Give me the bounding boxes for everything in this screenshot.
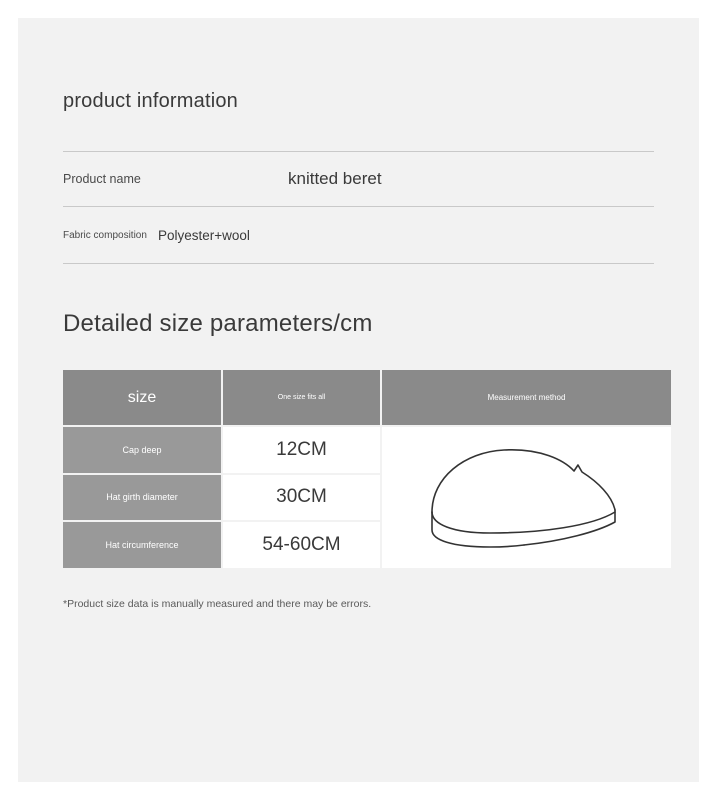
header-one-size: One size fits all	[222, 370, 381, 426]
row-value-cap-deep: 12CM	[222, 426, 381, 474]
fabric-composition-value: Polyester+wool	[158, 227, 250, 243]
header-measurement-method: Measurement method	[381, 370, 671, 426]
page-title: product information	[63, 90, 239, 112]
size-section-title: Detailed size parameters/cm	[63, 310, 373, 337]
table-row	[63, 207, 654, 264]
table-row	[63, 152, 654, 207]
table-row	[63, 426, 671, 474]
measurement-illustration-cell	[381, 426, 671, 568]
product-name-label: Product name	[63, 172, 141, 186]
row-label-hat-circumference: Hat circumference	[63, 521, 222, 568]
row-value-hat-girth-diameter: 30CM	[222, 474, 381, 522]
product-information-table	[63, 151, 654, 264]
row-value-hat-circumference: 54-60CM	[222, 521, 381, 568]
table-header-row	[63, 370, 671, 426]
product-name-value: knitted beret	[288, 169, 382, 188]
measurement-footnote: *Product size data is manually measured and there may be errors.	[63, 598, 372, 610]
header-size: size	[63, 370, 222, 426]
beret-icon	[382, 427, 671, 568]
size-parameters-table	[63, 370, 671, 568]
info-panel	[18, 18, 699, 782]
row-label-cap-deep: Cap deep	[63, 426, 222, 474]
row-label-hat-girth-diameter: Hat girth diameter	[63, 474, 222, 522]
fabric-composition-label: Fabric composition	[63, 229, 147, 241]
